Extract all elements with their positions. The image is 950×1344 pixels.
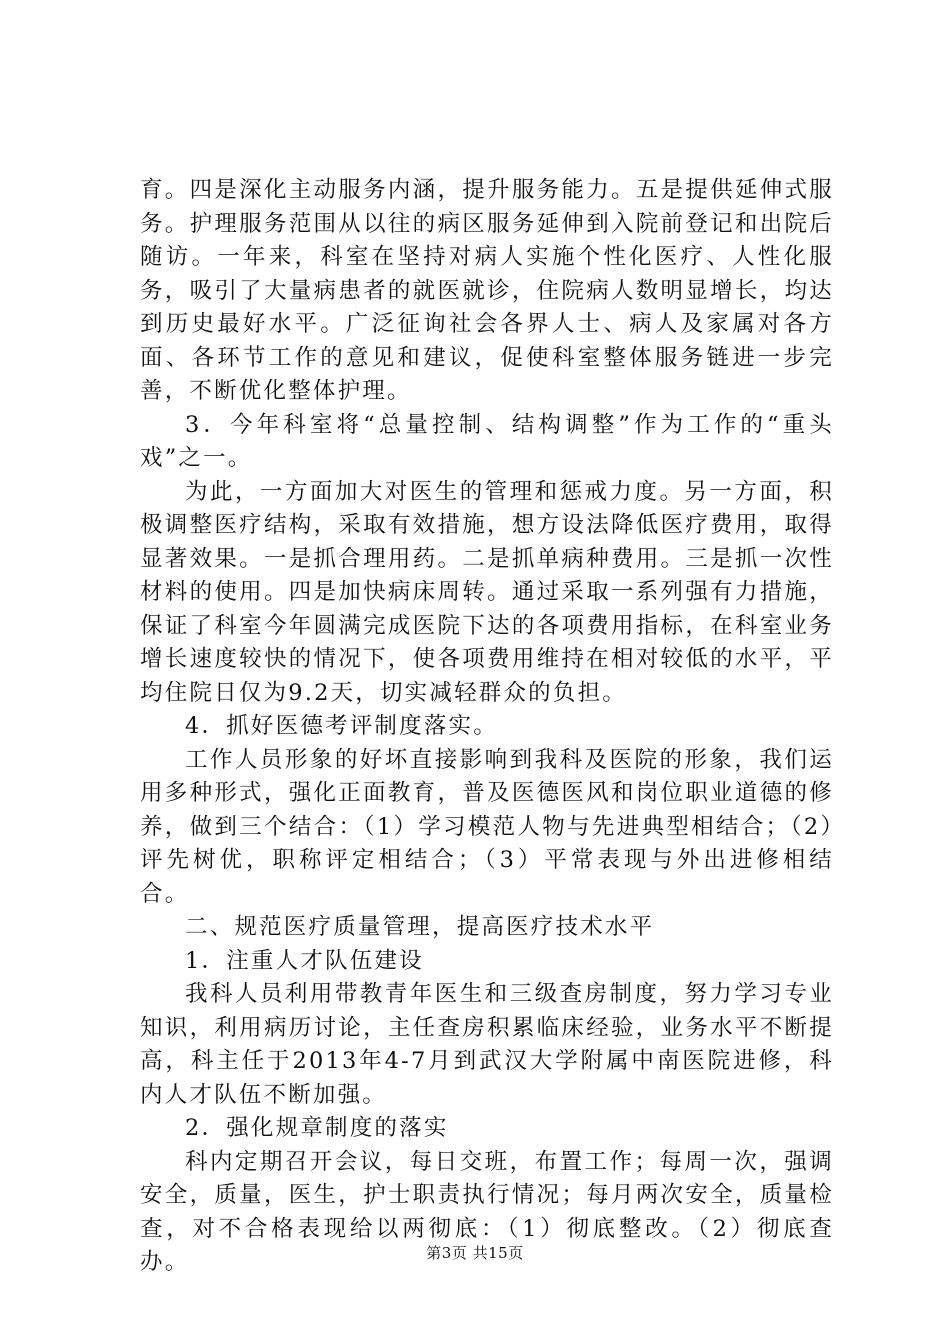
paragraph-heading-ethics: 4．抓好医德考评制度落实。 <box>185 713 498 739</box>
document-body <box>140 174 834 1280</box>
paragraph-talent-detail: 我科人员利用带教青年医生和三级查房制度，努力学习专业知识，利用病历讨论，主任查房积累临床经验，业务水平不断提高，科主任于2013年4-7月到武汉大学附属中南医院进修，科内人才队伍不断加强。 <box>140 981 834 1108</box>
paragraph-ethics-detail: 工作人员形象的好坏直接影响到我科及医院的形象，我们运用多种形式，强化正面教育，普及医德医风和岗位职业道德的修养，做到三个结合：（1）学习模范人物与先进典型相结合；（2）评先树优，职称评定相结合；（3）平常表现与外出进修相结合。 <box>140 746 834 907</box>
paragraph-heading-talent: 1．注重人才队伍建设 <box>185 947 424 974</box>
paragraph-heading-cost-control: 3．今年科室将“总量控制、结构调整”作为工作的“重头戏”之一。 <box>140 411 834 471</box>
paragraph-heading-rules: 2．强化规章制度的落实 <box>185 1115 449 1141</box>
paragraph-cost-measures: 为此，一方面加大对医生的管理和惩戒力度。另一方面，积极调整医疗结构，采取有效措施，想方设法降低医疗费用，取得显著效果。一是抓合理用药。二是抓单病种费用。三是抓一次性材料的使用。四是加快病床周转。通过采取一系列强有力措施，保证了科室今年圆满完成医院下达的各项费用指标，在科室业务增长速度较快的情况下，使各项费用维持在相对较低的水平，平均住院日仅为9.2天，切实减轻群众的负担。 <box>140 478 834 706</box>
paragraph-service-extension: 育。四是深化主动服务内涵，提升服务能力。五是提供延伸式服务。护理服务范围从以往的病区服务延伸到入院前登记和出院后随访。一年来，科室在坚持对病人实施个性化医疗、人性化服务，吸引了大量病患者的就医就诊，住院病人数明显增长，均达到历史最好水平。广泛征询社会各界人士、病人及家属对各方面、各环节工作的意见和建议，促使科室整体服务链进一步完善，不断优化整体护理。 <box>140 177 834 404</box>
page-number-footer: 第3页 共15页 <box>426 1244 524 1262</box>
paragraph-rules-detail: 科内定期召开会议，每日交班，布置工作；每周一次，强调安全，质量，医生，护士职责执行情况；每月两次安全，质量检查，对不合格表现给以两彻底：（1）彻底整改。（2）彻底查办。 <box>140 1148 834 1275</box>
section-heading-quality: 二、规范医疗质量管理，提高医疗技术水平 <box>185 914 655 940</box>
